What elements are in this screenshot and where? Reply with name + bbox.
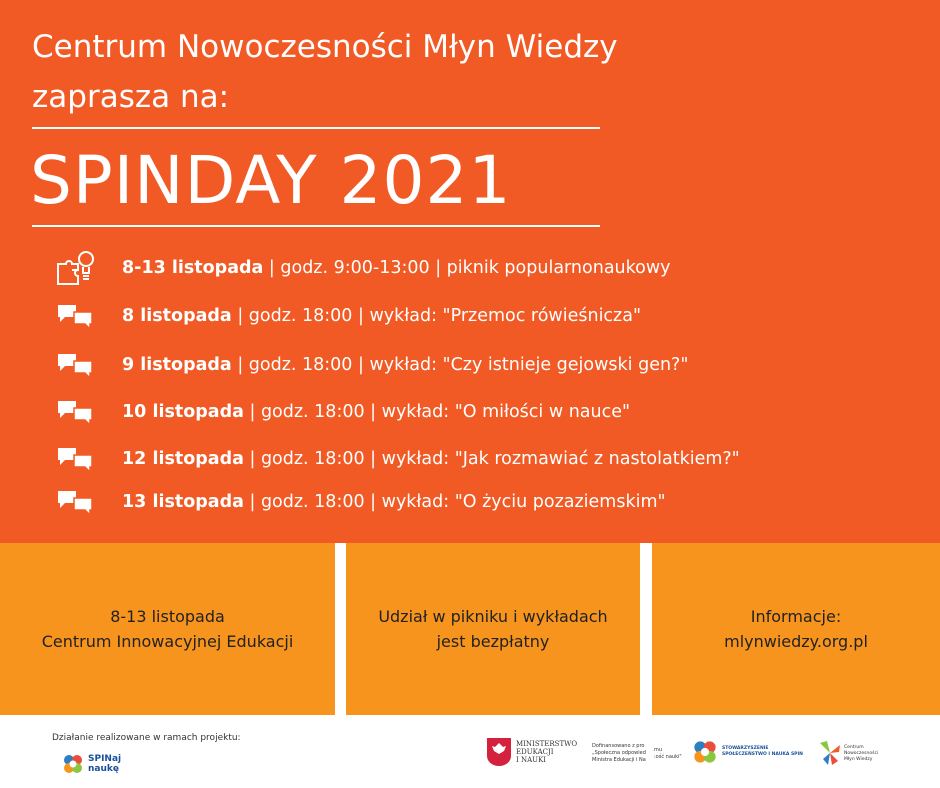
info-box-line: jest bezpłatny: [436, 632, 550, 651]
ministry-text: I NAUKI: [516, 756, 547, 764]
website-link[interactable]: mlynwiedzy.org.pl: [724, 632, 868, 651]
event-date: 13 listopada: [122, 492, 244, 512]
event-text: [122, 355, 688, 375]
info-box-dates: [0, 543, 335, 715]
info-box-free: [346, 543, 640, 715]
event-date: 8 listopada: [122, 306, 232, 326]
event-text: [122, 402, 630, 422]
event-item: [56, 482, 916, 522]
event-text: [122, 258, 671, 278]
info-boxes: [0, 543, 940, 715]
mlyn-wiedzy-logo: [818, 739, 878, 769]
info-box-line: Centrum Innowacyjnej Edukacji: [41, 632, 294, 651]
info-box-line: Udział w pikniku i wykładach: [378, 607, 608, 626]
project-note: Działanie realizowane w ramach projektu:: [52, 733, 241, 743]
center-logo-text: Nowoczesności: [844, 751, 879, 756]
spin-logo-icon: [62, 753, 84, 775]
event-date: 8-13 listopada: [122, 258, 264, 278]
spinaj-nauke-logo: [62, 753, 121, 775]
event-date: 12 listopada: [122, 449, 244, 469]
event-title: SPINDAY 2021: [30, 142, 512, 219]
eagle-emblem-icon: [486, 737, 512, 767]
puzzle-bulb-icon: [56, 248, 100, 288]
footer: [0, 715, 940, 788]
info-box-line: Informacje:: [750, 607, 842, 626]
speech-bubbles-icon: [56, 392, 100, 432]
association-logo-icon: [692, 739, 718, 765]
cofund-text: Ministra Edukacji i Na: [592, 757, 646, 763]
event-text: [122, 492, 666, 512]
center-logo-text: Centrum: [844, 745, 864, 750]
intro-line-2: zaprasza na:: [32, 79, 230, 115]
association-text: STOWARZYSZENIE: [722, 746, 769, 751]
intro-text: [32, 22, 618, 122]
info-box-contact: [652, 543, 940, 715]
event-item: [56, 248, 916, 288]
event-date: 9 listopada: [122, 355, 232, 375]
spin-logo-text: naukę: [88, 764, 119, 774]
cofund-text: Dofinansowano z pro: [592, 743, 645, 749]
event-item: [56, 439, 916, 479]
event-details: | godz. 18:00 | wykład: "Czy istnieje gejowski gen?": [231, 355, 689, 375]
event-item: [56, 345, 916, 385]
event-details: | godz. 18:00 | wykład: "O miłości w nauce": [243, 402, 631, 422]
cofund-text: :ość nauki": [654, 753, 682, 760]
spin-association-logo: [692, 739, 803, 765]
cofund-text: mu: [654, 746, 663, 753]
info-box-line: 8-13 listopada: [110, 607, 225, 626]
event-details: | godz. 18:00 | wykład: "Jak rozmawiać z nastolatkiem?": [243, 449, 740, 469]
event-date: 10 listopada: [122, 402, 244, 422]
center-logo-text: Młyn Wiedzy: [844, 757, 873, 762]
event-text: [122, 449, 740, 469]
windmill-logo-icon: [818, 739, 842, 769]
event-details: | godz. 18:00 | wykład: "Przemoc rówieśnicza": [231, 306, 642, 326]
ministry-text: EDUKACJI: [516, 748, 554, 756]
association-text: SPOŁECZEŃSTWO I NAUKA SPIN: [722, 752, 803, 757]
event-item: [56, 296, 916, 336]
ministry-logo: [486, 737, 577, 767]
event-details: | godz. 18:00 | wykład: "O życiu pozaziemskim": [243, 492, 666, 512]
event-item: [56, 392, 916, 432]
speech-bubbles-icon: [56, 439, 100, 479]
intro-line-1: Centrum Nowoczesności Młyn Wiedzy: [32, 29, 618, 65]
speech-bubbles-icon: [56, 345, 100, 385]
event-details: | godz. 9:00-13:00 | piknik popularnonaukowy: [263, 258, 671, 278]
cofunding-note: [592, 743, 682, 764]
cofund-text: „Społeczna odpowied: [592, 750, 646, 756]
bottom-divider: [32, 225, 600, 227]
spin-logo-text: SPINaj: [88, 754, 122, 764]
event-text: [122, 306, 641, 326]
speech-bubbles-icon: [56, 296, 100, 336]
speech-bubbles-icon: [56, 482, 100, 522]
ministry-text: MINISTERSTWO: [516, 740, 578, 748]
top-divider: [32, 127, 600, 129]
